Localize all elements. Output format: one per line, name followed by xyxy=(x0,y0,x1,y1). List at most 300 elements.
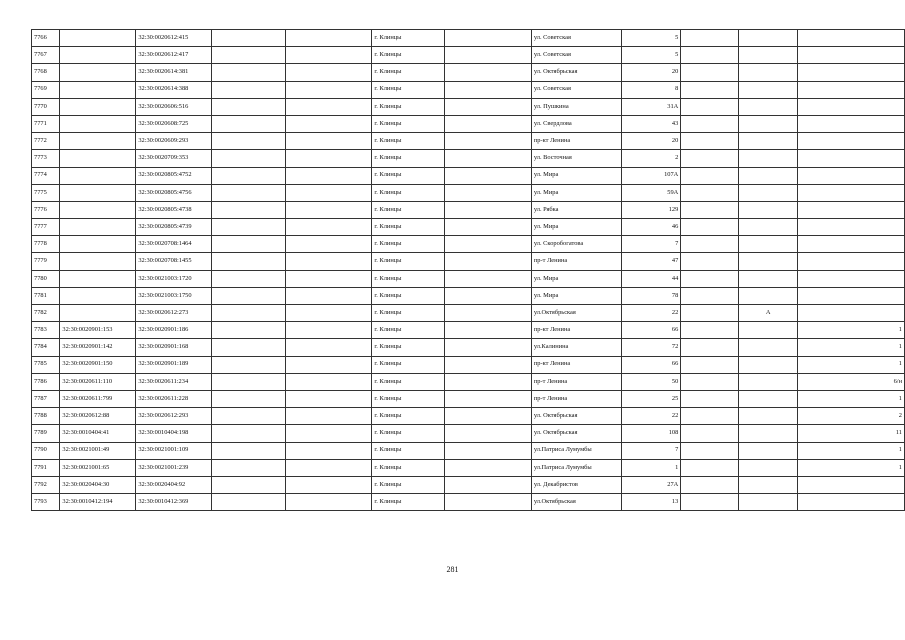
letter-cell xyxy=(739,356,797,373)
empty-cell-c xyxy=(445,133,532,150)
house-number-cell: 7 xyxy=(622,236,681,253)
letter-cell: А xyxy=(739,305,797,322)
empty-cell-a xyxy=(212,425,285,442)
cadastral-number-cell: 32:30:0020805:4752 xyxy=(136,167,212,184)
table-row xyxy=(32,270,905,287)
letter-cell xyxy=(739,30,797,47)
row-number-cell: 7769 xyxy=(32,81,60,98)
empty-cell-d xyxy=(681,81,739,98)
empty-cell-c xyxy=(445,219,532,236)
cadastral-number-cell: 32:30:0020805:4738 xyxy=(136,201,212,218)
empty-cell-b xyxy=(285,115,372,132)
row-number-cell: 7767 xyxy=(32,47,60,64)
house-number-cell: 27А xyxy=(622,476,681,493)
empty-cell-a xyxy=(212,322,285,339)
house-number-cell: 47 xyxy=(622,253,681,270)
street-cell: пр-т Ленина xyxy=(531,373,622,390)
empty-cell-a xyxy=(212,356,285,373)
letter-cell xyxy=(739,373,797,390)
empty-cell-b xyxy=(285,322,372,339)
row-number-cell: 7783 xyxy=(32,322,60,339)
letter-cell xyxy=(739,184,797,201)
row-number-cell: 7772 xyxy=(32,133,60,150)
empty-cell-a xyxy=(212,167,285,184)
empty-cell-b xyxy=(285,339,372,356)
city-cell: г. Клинцы xyxy=(372,81,445,98)
apartment-cell xyxy=(797,494,904,511)
apartment-cell xyxy=(797,476,904,493)
house-number-cell: 20 xyxy=(622,64,681,81)
letter-cell xyxy=(739,98,797,115)
cadastral-number-cell: 32:30:0020612:417 xyxy=(136,47,212,64)
cadastral-number-cell: 32:30:0020608:725 xyxy=(136,115,212,132)
row-number-cell: 7779 xyxy=(32,253,60,270)
row-number-cell: 7776 xyxy=(32,201,60,218)
empty-cell-c xyxy=(445,459,532,476)
empty-cell-a xyxy=(212,47,285,64)
apartment-cell xyxy=(797,236,904,253)
street-cell: ул.Патриса Лумумбы xyxy=(531,459,622,476)
empty-cell-a xyxy=(212,219,285,236)
empty-cell-c xyxy=(445,339,532,356)
house-number-cell: 25 xyxy=(622,390,681,407)
cadastral-number-cell: 32:30:0020609:293 xyxy=(136,133,212,150)
empty-cell-d xyxy=(681,373,739,390)
city-cell: г. Клинцы xyxy=(372,494,445,511)
empty-cell-c xyxy=(445,322,532,339)
house-number-cell: 5 xyxy=(622,30,681,47)
cadastral-number-cell: 32:30:0020612:293 xyxy=(136,408,212,425)
table-row xyxy=(32,184,905,201)
apartment-cell xyxy=(797,305,904,322)
house-number-cell: 22 xyxy=(622,305,681,322)
cadastral-number-cell: 32:30:0020709:353 xyxy=(136,150,212,167)
street-cell: ул. Советская xyxy=(531,81,622,98)
old-cadastral-number-cell xyxy=(60,253,136,270)
apartment-cell xyxy=(797,133,904,150)
empty-cell-d xyxy=(681,219,739,236)
letter-cell xyxy=(739,494,797,511)
city-cell: г. Клинцы xyxy=(372,167,445,184)
table-row xyxy=(32,356,905,373)
street-cell: ул.Патриса Лумумбы xyxy=(531,442,622,459)
row-number-cell: 7790 xyxy=(32,442,60,459)
house-number-cell: 59А xyxy=(622,184,681,201)
street-cell: ул.Октябрьская xyxy=(531,494,622,511)
empty-cell-c xyxy=(445,425,532,442)
empty-cell-d xyxy=(681,47,739,64)
empty-cell-d xyxy=(681,390,739,407)
letter-cell xyxy=(739,150,797,167)
old-cadastral-number-cell xyxy=(60,115,136,132)
empty-cell-a xyxy=(212,373,285,390)
empty-cell-c xyxy=(445,150,532,167)
house-number-cell: 129 xyxy=(622,201,681,218)
row-number-cell: 7782 xyxy=(32,305,60,322)
apartment-cell xyxy=(797,150,904,167)
empty-cell-d xyxy=(681,494,739,511)
empty-cell-a xyxy=(212,305,285,322)
table-row xyxy=(32,408,905,425)
table-row xyxy=(32,373,905,390)
old-cadastral-number-cell xyxy=(60,201,136,218)
street-cell: пр-кт Ленина xyxy=(531,133,622,150)
empty-cell-c xyxy=(445,236,532,253)
empty-cell-d xyxy=(681,287,739,304)
empty-cell-a xyxy=(212,442,285,459)
table-row xyxy=(32,98,905,115)
street-cell: пр-т Ленина xyxy=(531,390,622,407)
empty-cell-d xyxy=(681,150,739,167)
empty-cell-a xyxy=(212,459,285,476)
city-cell: г. Клинцы xyxy=(372,219,445,236)
street-cell: ул. Октябрьская xyxy=(531,408,622,425)
empty-cell-b xyxy=(285,425,372,442)
old-cadastral-number-cell xyxy=(60,270,136,287)
empty-cell-c xyxy=(445,47,532,64)
city-cell: г. Клинцы xyxy=(372,201,445,218)
old-cadastral-number-cell xyxy=(60,133,136,150)
street-cell: ул. Советская xyxy=(531,30,622,47)
city-cell: г. Клинцы xyxy=(372,30,445,47)
empty-cell-d xyxy=(681,167,739,184)
old-cadastral-number-cell xyxy=(60,219,136,236)
old-cadastral-number-cell: 32:30:0020901:142 xyxy=(60,339,136,356)
city-cell: г. Клинцы xyxy=(372,373,445,390)
old-cadastral-number-cell xyxy=(60,98,136,115)
apartment-cell xyxy=(797,64,904,81)
apartment-cell xyxy=(797,201,904,218)
empty-cell-a xyxy=(212,476,285,493)
apartment-cell xyxy=(797,270,904,287)
row-number-cell: 7785 xyxy=(32,356,60,373)
empty-cell-b xyxy=(285,236,372,253)
empty-cell-a xyxy=(212,81,285,98)
house-number-cell: 2 xyxy=(622,150,681,167)
city-cell: г. Клинцы xyxy=(372,425,445,442)
letter-cell xyxy=(739,390,797,407)
empty-cell-c xyxy=(445,476,532,493)
row-number-cell: 7768 xyxy=(32,64,60,81)
cadastral-number-cell: 32:30:0021001:109 xyxy=(136,442,212,459)
city-cell: г. Клинцы xyxy=(372,356,445,373)
apartment-cell: 2 xyxy=(797,408,904,425)
cadastral-number-cell: 32:30:0020901:168 xyxy=(136,339,212,356)
street-cell: ул. Свердлова xyxy=(531,115,622,132)
empty-cell-d xyxy=(681,322,739,339)
house-number-cell: 5 xyxy=(622,47,681,64)
old-cadastral-number-cell: 32:30:0020611:799 xyxy=(60,390,136,407)
letter-cell xyxy=(739,270,797,287)
empty-cell-d xyxy=(681,133,739,150)
empty-cell-a xyxy=(212,494,285,511)
city-cell: г. Клинцы xyxy=(372,47,445,64)
city-cell: г. Клинцы xyxy=(372,408,445,425)
row-number-cell: 7780 xyxy=(32,270,60,287)
apartment-cell xyxy=(797,287,904,304)
apartment-cell: 1 xyxy=(797,390,904,407)
apartment-cell xyxy=(797,81,904,98)
apartment-cell xyxy=(797,47,904,64)
old-cadastral-number-cell xyxy=(60,47,136,64)
street-cell: ул. Советская xyxy=(531,47,622,64)
row-number-cell: 7773 xyxy=(32,150,60,167)
empty-cell-b xyxy=(285,494,372,511)
house-number-cell: 8 xyxy=(622,81,681,98)
empty-cell-d xyxy=(681,98,739,115)
table-row xyxy=(32,47,905,64)
row-number-cell: 7788 xyxy=(32,408,60,425)
empty-cell-a xyxy=(212,287,285,304)
empty-cell-c xyxy=(445,98,532,115)
apartment-cell xyxy=(797,167,904,184)
old-cadastral-number-cell xyxy=(60,30,136,47)
empty-cell-c xyxy=(445,30,532,47)
table-row xyxy=(32,219,905,236)
old-cadastral-number-cell: 32:30:0020612:88 xyxy=(60,408,136,425)
house-number-cell: 107А xyxy=(622,167,681,184)
house-number-cell: 31А xyxy=(622,98,681,115)
empty-cell-b xyxy=(285,356,372,373)
street-cell: пр-кт Ленина xyxy=(531,322,622,339)
empty-cell-d xyxy=(681,201,739,218)
empty-cell-c xyxy=(445,373,532,390)
apartment-cell xyxy=(797,115,904,132)
cadastral-number-cell: 32:30:0020614:381 xyxy=(136,64,212,81)
old-cadastral-number-cell: 32:30:0021001:65 xyxy=(60,459,136,476)
letter-cell xyxy=(739,425,797,442)
empty-cell-a xyxy=(212,64,285,81)
street-cell: ул. Декабристов xyxy=(531,476,622,493)
old-cadastral-number-cell xyxy=(60,184,136,201)
letter-cell xyxy=(739,476,797,493)
house-number-cell: 108 xyxy=(622,425,681,442)
letter-cell xyxy=(739,64,797,81)
row-number-cell: 7778 xyxy=(32,236,60,253)
empty-cell-b xyxy=(285,390,372,407)
house-number-cell: 66 xyxy=(622,356,681,373)
empty-cell-a xyxy=(212,390,285,407)
table-row xyxy=(32,322,905,339)
city-cell: г. Клинцы xyxy=(372,442,445,459)
street-cell: ул.Калинина xyxy=(531,339,622,356)
letter-cell xyxy=(739,322,797,339)
empty-cell-d xyxy=(681,270,739,287)
empty-cell-c xyxy=(445,390,532,407)
empty-cell-b xyxy=(285,270,372,287)
empty-cell-a xyxy=(212,133,285,150)
letter-cell xyxy=(739,201,797,218)
letter-cell xyxy=(739,47,797,64)
old-cadastral-number-cell xyxy=(60,81,136,98)
street-cell: ул.Октябрьская xyxy=(531,305,622,322)
cadastral-number-cell: 32:30:0020404:92 xyxy=(136,476,212,493)
empty-cell-a xyxy=(212,98,285,115)
letter-cell xyxy=(739,115,797,132)
cadastral-number-cell: 32:30:0021003:1720 xyxy=(136,270,212,287)
empty-cell-b xyxy=(285,459,372,476)
empty-cell-d xyxy=(681,305,739,322)
letter-cell xyxy=(739,287,797,304)
table-row xyxy=(32,305,905,322)
table-row xyxy=(32,390,905,407)
table-row xyxy=(32,287,905,304)
old-cadastral-number-cell xyxy=(60,64,136,81)
empty-cell-a xyxy=(212,115,285,132)
apartment-cell: 11 xyxy=(797,425,904,442)
cadastral-number-cell: 32:30:0010404:198 xyxy=(136,425,212,442)
old-cadastral-number-cell: 32:30:0020611:110 xyxy=(60,373,136,390)
empty-cell-c xyxy=(445,81,532,98)
row-number-cell: 7766 xyxy=(32,30,60,47)
city-cell: г. Клинцы xyxy=(372,64,445,81)
cadastral-number-cell: 32:30:0020901:189 xyxy=(136,356,212,373)
letter-cell xyxy=(739,339,797,356)
house-number-cell: 78 xyxy=(622,287,681,304)
empty-cell-d xyxy=(681,64,739,81)
empty-cell-a xyxy=(212,184,285,201)
letter-cell xyxy=(739,253,797,270)
apartment-cell xyxy=(797,30,904,47)
table-row xyxy=(32,167,905,184)
street-cell: ул. Октябрьская xyxy=(531,425,622,442)
row-number-cell: 7787 xyxy=(32,390,60,407)
apartment-cell: 1 xyxy=(797,442,904,459)
empty-cell-a xyxy=(212,408,285,425)
table-row xyxy=(32,236,905,253)
street-cell: ул. Октябрьская xyxy=(531,64,622,81)
row-number-cell: 7793 xyxy=(32,494,60,511)
city-cell: г. Клинцы xyxy=(372,305,445,322)
empty-cell-b xyxy=(285,373,372,390)
empty-cell-a xyxy=(212,201,285,218)
letter-cell xyxy=(739,408,797,425)
empty-cell-a xyxy=(212,339,285,356)
empty-cell-b xyxy=(285,287,372,304)
row-number-cell: 7792 xyxy=(32,476,60,493)
house-number-cell: 7 xyxy=(622,442,681,459)
table-row xyxy=(32,81,905,98)
apartment-cell xyxy=(797,219,904,236)
cadastral-number-cell: 32:30:0020612:415 xyxy=(136,30,212,47)
empty-cell-b xyxy=(285,47,372,64)
empty-cell-b xyxy=(285,133,372,150)
empty-cell-b xyxy=(285,184,372,201)
house-number-cell: 46 xyxy=(622,219,681,236)
empty-cell-b xyxy=(285,98,372,115)
house-number-cell: 43 xyxy=(622,115,681,132)
house-number-cell: 66 xyxy=(622,322,681,339)
street-cell: ул. Мира xyxy=(531,287,622,304)
table-row xyxy=(32,150,905,167)
letter-cell xyxy=(739,133,797,150)
empty-cell-a xyxy=(212,236,285,253)
empty-cell-d xyxy=(681,253,739,270)
empty-cell-d xyxy=(681,184,739,201)
apartment-cell xyxy=(797,253,904,270)
empty-cell-c xyxy=(445,167,532,184)
city-cell: г. Клинцы xyxy=(372,270,445,287)
city-cell: г. Клинцы xyxy=(372,390,445,407)
empty-cell-b xyxy=(285,305,372,322)
page-number: 281 xyxy=(446,565,459,574)
empty-cell-b xyxy=(285,442,372,459)
city-cell: г. Клинцы xyxy=(372,287,445,304)
cadastral-number-cell: 32:30:0020708:1455 xyxy=(136,253,212,270)
cadastral-number-cell: 32:30:0020611:234 xyxy=(136,373,212,390)
empty-cell-d xyxy=(681,459,739,476)
letter-cell xyxy=(739,167,797,184)
empty-cell-b xyxy=(285,408,372,425)
table-row xyxy=(32,133,905,150)
table-row xyxy=(32,201,905,218)
empty-cell-a xyxy=(212,150,285,167)
empty-cell-c xyxy=(445,201,532,218)
empty-cell-c xyxy=(445,184,532,201)
empty-cell-d xyxy=(681,476,739,493)
empty-cell-b xyxy=(285,81,372,98)
street-cell: ул. Пушкина xyxy=(531,98,622,115)
row-number-cell: 7781 xyxy=(32,287,60,304)
city-cell: г. Клинцы xyxy=(372,459,445,476)
old-cadastral-number-cell xyxy=(60,287,136,304)
apartment-cell: 1 xyxy=(797,322,904,339)
empty-cell-a xyxy=(212,30,285,47)
street-cell: ул. Рябка xyxy=(531,201,622,218)
street-cell: ул. Восточная xyxy=(531,150,622,167)
house-number-cell: 44 xyxy=(622,270,681,287)
cadastral-number-cell: 32:30:0020614:388 xyxy=(136,81,212,98)
empty-cell-b xyxy=(285,167,372,184)
row-number-cell: 7784 xyxy=(32,339,60,356)
cadastral-number-cell: 32:30:0020805:4756 xyxy=(136,184,212,201)
table-row xyxy=(32,115,905,132)
apartment-cell xyxy=(797,98,904,115)
empty-cell-b xyxy=(285,253,372,270)
table-row xyxy=(32,339,905,356)
street-cell: пр-кт Ленина xyxy=(531,356,622,373)
empty-cell-d xyxy=(681,115,739,132)
row-number-cell: 7770 xyxy=(32,98,60,115)
row-number-cell: 7791 xyxy=(32,459,60,476)
empty-cell-b xyxy=(285,30,372,47)
empty-cell-c xyxy=(445,442,532,459)
cadastral-number-cell: 32:30:0020805:4739 xyxy=(136,219,212,236)
empty-cell-a xyxy=(212,253,285,270)
empty-cell-d xyxy=(681,30,739,47)
empty-cell-c xyxy=(445,494,532,511)
city-cell: г. Клинцы xyxy=(372,184,445,201)
apartment-cell: 6/н xyxy=(797,373,904,390)
row-number-cell: 7775 xyxy=(32,184,60,201)
empty-cell-d xyxy=(681,425,739,442)
city-cell: г. Клинцы xyxy=(372,133,445,150)
old-cadastral-number-cell xyxy=(60,150,136,167)
empty-cell-d xyxy=(681,339,739,356)
table-row xyxy=(32,253,905,270)
row-number-cell: 7789 xyxy=(32,425,60,442)
house-number-cell: 22 xyxy=(622,408,681,425)
city-cell: г. Клинцы xyxy=(372,98,445,115)
old-cadastral-number-cell: 32:30:0020901:150 xyxy=(60,356,136,373)
cadastral-number-cell: 32:30:0020708:1464 xyxy=(136,236,212,253)
cadastral-number-cell: 32:30:0020611:228 xyxy=(136,390,212,407)
empty-cell-b xyxy=(285,150,372,167)
letter-cell xyxy=(739,442,797,459)
table-row xyxy=(32,442,905,459)
empty-cell-b xyxy=(285,201,372,218)
empty-cell-c xyxy=(445,287,532,304)
